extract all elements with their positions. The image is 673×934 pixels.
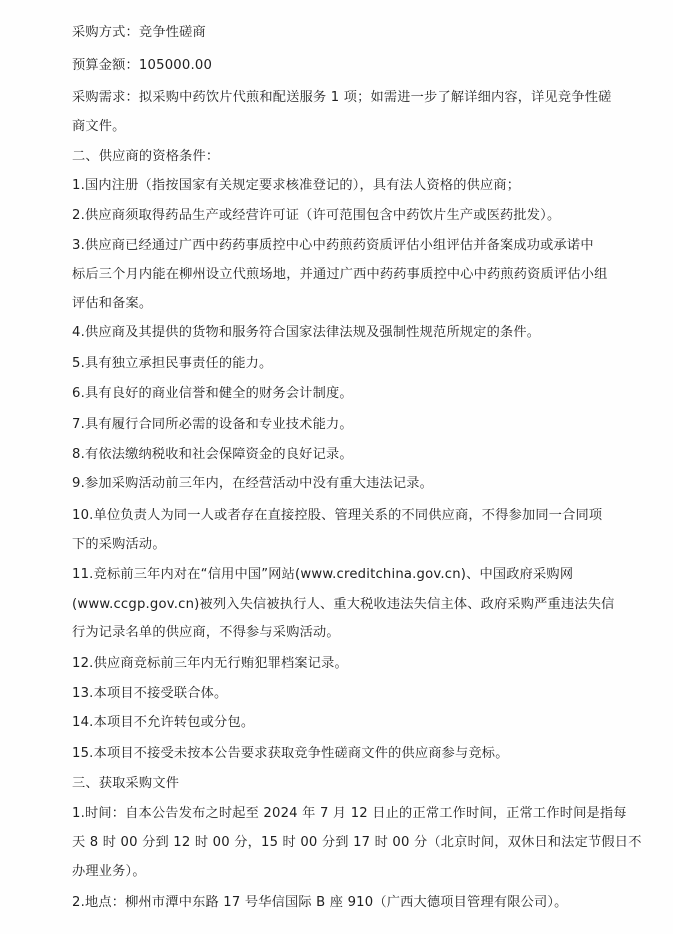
qualification-7: 7.具有履行合同所必需的设备和专业技术能力。: [72, 417, 353, 432]
qualification-12: 12.供应商竞标前三年内无行贿犯罪档案记录。: [72, 656, 348, 671]
section-two-heading: 二、供应商的资格条件：: [72, 149, 220, 164]
qualification-1: 1.国内注册（指按国家有关规定要求核准登记的），具有法人资格的供应商；: [72, 178, 521, 193]
qualification-15: 15.本项目不接受未按本公告要求获取竞争性磋商文件的供应商参与竞标。: [72, 746, 509, 761]
qualification-14: 14.本项目不允许转包或分包。: [72, 715, 255, 730]
qualification-11-line-1: 11.竞标前三年内对在“信用中国”网站(www.creditchina.gov.cn)、中国政府采购网: [72, 567, 574, 582]
qualification-9: 9.参加采购活动前三年内，在经营活动中没有重大违法记录。: [72, 476, 434, 491]
qualification-3-line-2: 标后三个月内能在柳州设立代煎场地，并通过广西中药药事质控中心中药煎药资质评估小组: [72, 267, 608, 282]
time-line-3: 办理业务）。: [72, 864, 146, 879]
qualification-2: 2.供应商须取得药品生产或经营许可证（许可范围包含中药饮片生产或医药批发）。: [72, 208, 561, 223]
procurement-demand-line-2: 商文件。: [72, 119, 126, 134]
qualification-3-line-1: 3.供应商已经通过广西中药药事质控中心中药煎药资质评估小组评估并备案成功或承诺中: [72, 238, 594, 253]
procurement-method: 采购方式：竞争性磋商: [72, 25, 206, 40]
qualification-10-line-1: 10.单位负责人为同一人或者存在直接控股、管理关系的不同供应商，不得参加同一合同项: [72, 508, 603, 523]
time-line-1: 1.时间：自本公告发布之时起至 2024 年 7 月 12 日止的正常工作时间，正常工作时间是指每: [72, 806, 627, 821]
qualification-6: 6.具有良好的商业信誉和健全的财务会计制度。: [72, 386, 353, 401]
qualification-4: 4.供应商及其提供的货物和服务符合国家法律法规及强制性规范所规定的条件。: [72, 325, 541, 340]
budget-amount: 预算金额：105000.00: [72, 58, 213, 73]
qualification-13: 13.本项目不接受联合体。: [72, 686, 228, 701]
qualification-8: 8.有依法缴纳税收和社会保障资金的良好记录。: [72, 447, 353, 462]
time-line-2: 天 8 时 00 分到 12 时 00 分，15 时 00 分到 17 时 00 分（北京时间，双休日和法定节假日不: [72, 835, 642, 850]
procurement-demand-line-1: 采购需求：拟采购中药饮片代煎和配送服务 1 项；如需进一步了解详细内容，详见竞争性磋: [72, 90, 612, 105]
location-line: 2.地点：柳州市潭中东路 17 号华信国际 B 座 910（广西大德项目管理有限公司）。: [72, 895, 568, 910]
qualification-10-line-2: 下的采购活动。: [72, 537, 166, 552]
section-three-heading: 三、获取采购文件: [72, 776, 180, 791]
qualification-3-line-3: 评估和备案。: [72, 296, 153, 311]
qualification-11-line-3: 行为记录名单的供应商，不得参与采购活动。: [72, 625, 340, 640]
qualification-11-line-2: (www.ccgp.gov.cn)被列入失信被执行人、重大税收违法失信主体、政府采购严重违法失信: [72, 597, 615, 612]
qualification-5: 5.具有独立承担民事责任的能力。: [72, 356, 273, 371]
